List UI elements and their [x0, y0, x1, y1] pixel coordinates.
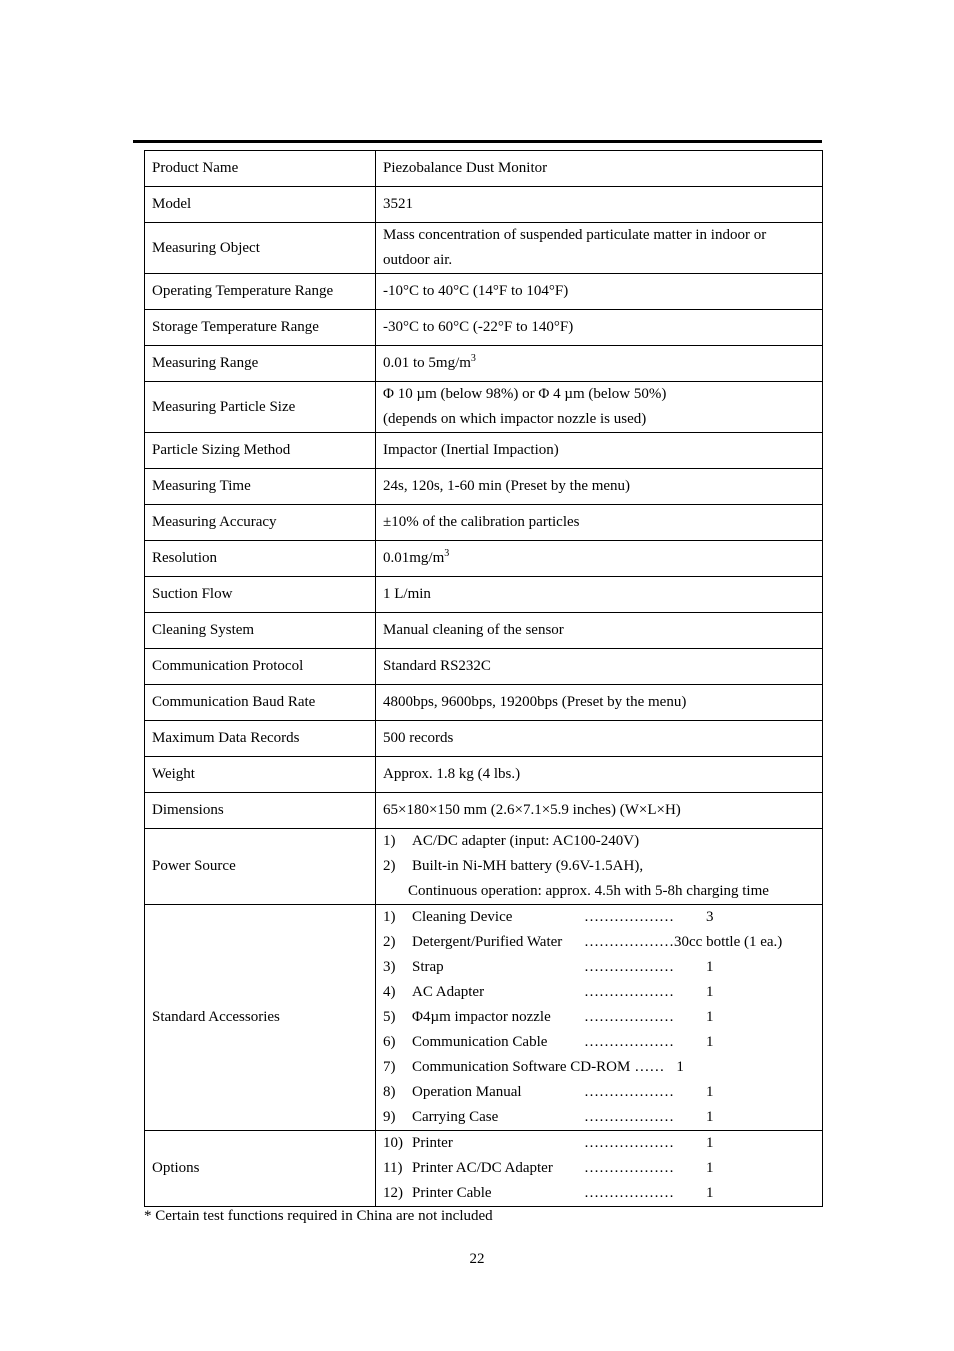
item-name: Detergent/Purified Water: [412, 934, 563, 950]
row-label: Power Source: [145, 829, 376, 905]
list-item: [383, 1080, 815, 1105]
item-number: 2): [383, 858, 396, 874]
row-value: [376, 905, 823, 1131]
item-number: 9): [383, 1109, 396, 1125]
leader-dots: ………………: [584, 1160, 674, 1176]
item-quantity: 1: [706, 1135, 714, 1151]
table-row: [145, 613, 823, 649]
item-number: 12): [383, 1185, 403, 1201]
item-quantity: 3: [706, 909, 714, 925]
table-row: [145, 274, 823, 310]
list-item: [383, 1030, 815, 1055]
table-row: [145, 310, 823, 346]
item-name: Printer AC/DC Adapter: [412, 1160, 553, 1176]
item-quantity: 1: [676, 1059, 684, 1075]
table-row: [145, 757, 823, 793]
table-row: [145, 721, 823, 757]
table-row-options: [145, 1131, 823, 1207]
leader-dots: ………………: [584, 909, 674, 925]
measuring-range-value: 0.01 to 5mg/m: [383, 355, 471, 371]
item-number: 1): [383, 909, 396, 925]
item-text: Built-in Ni-MH battery (9.6V-1.5AH),: [412, 858, 644, 874]
item-number: 4): [383, 984, 396, 1000]
row-value: Mass concentration of suspended particulate matter in indoor or outdoor air.: [376, 223, 823, 274]
item-name: Printer Cable: [412, 1185, 492, 1201]
table-row: [145, 346, 823, 382]
row-label: Cleaning System: [145, 613, 376, 649]
list-item: [383, 1055, 815, 1080]
table-row-power-source: [145, 829, 823, 905]
list-item: [383, 1156, 815, 1181]
item-name: Communication Cable: [412, 1034, 548, 1050]
list-item: [383, 905, 815, 930]
row-value: Standard RS232C: [376, 649, 823, 685]
power-item: [383, 829, 815, 854]
row-value: 4800bps, 9600bps, 19200bps (Preset by the menu): [376, 685, 823, 721]
row-value: 65×180×150 mm (2.6×7.1×5.9 inches) (W×L×H): [376, 793, 823, 829]
footnote: * Certain test functions required in China are not included: [144, 1208, 493, 1224]
leader-dots: ………………: [584, 1084, 674, 1100]
row-label: Measuring Time: [145, 469, 376, 505]
list-item: [383, 1131, 815, 1156]
item-number: 6): [383, 1034, 396, 1050]
row-label: Communication Protocol: [145, 649, 376, 685]
item-name: Operation Manual: [412, 1084, 522, 1100]
item-quantity: 1: [706, 959, 714, 975]
row-value: [376, 541, 823, 577]
resolution-value: 0.01mg/m: [383, 550, 445, 566]
power-continuation: Continuous operation: approx. 4.5h with 5-8h charging time: [408, 883, 769, 899]
row-label: Weight: [145, 757, 376, 793]
row-value: [376, 1131, 823, 1207]
leader-dots: ………………: [584, 934, 674, 950]
leader-dots: ………………: [584, 984, 674, 1000]
leader-dots: ……: [634, 1059, 665, 1075]
row-label: Operating Temperature Range: [145, 274, 376, 310]
item-number: 10): [383, 1135, 403, 1151]
item-name: AC Adapter: [412, 984, 485, 1000]
leader-dots: ………………: [584, 1009, 674, 1025]
table-row: [145, 793, 823, 829]
row-value: 1 L/min: [376, 577, 823, 613]
item-name: Cleaning Device: [412, 909, 513, 925]
item-number: 11): [383, 1160, 403, 1176]
row-label: Measuring Range: [145, 346, 376, 382]
leader-dots: ………………: [584, 1034, 674, 1050]
item-quantity: 1: [706, 1009, 714, 1025]
item-number: 2): [383, 934, 396, 950]
table-row: [145, 433, 823, 469]
list-item: [383, 980, 815, 1005]
list-item: [383, 1105, 815, 1130]
row-label: Suction Flow: [145, 577, 376, 613]
item-name: Carrying Case: [412, 1109, 499, 1125]
row-value: ±10% of the calibration particles: [376, 505, 823, 541]
table-row-standard-accessories: [145, 905, 823, 1131]
item-quantity: 1: [706, 984, 714, 1000]
row-value: [376, 346, 823, 382]
leader-dots: ………………: [584, 1135, 674, 1151]
particle-size-line-2: (depends on which impactor nozzle is used): [383, 411, 647, 427]
row-value: -30°C to 60°C (-22°F to 140°F): [376, 310, 823, 346]
item-number: 1): [383, 833, 396, 849]
row-label: Dimensions: [145, 793, 376, 829]
item-number: 7): [383, 1059, 396, 1075]
list-item: [383, 1181, 815, 1206]
row-label: Measuring Accuracy: [145, 505, 376, 541]
page-number: 22: [469, 1251, 485, 1267]
row-label: Measuring Particle Size: [145, 382, 376, 433]
row-value: 500 records: [376, 721, 823, 757]
row-value: Manual cleaning of the sensor: [376, 613, 823, 649]
table-row: [145, 187, 823, 223]
row-value: 3521: [376, 187, 823, 223]
item-number: 8): [383, 1084, 396, 1100]
table-row: [145, 577, 823, 613]
leader-dots: ………………: [584, 959, 674, 975]
row-label: Options: [145, 1131, 376, 1207]
row-label: Measuring Object: [145, 223, 376, 274]
row-label: Storage Temperature Range: [145, 310, 376, 346]
item-name: Communication Software CD-ROM: [412, 1059, 631, 1075]
top-rule: [133, 140, 822, 143]
row-label: Model: [145, 187, 376, 223]
row-value: Piezobalance Dust Monitor: [376, 151, 823, 187]
item-name: Printer: [412, 1135, 453, 1151]
row-value: -10°C to 40°C (14°F to 104°F): [376, 274, 823, 310]
row-value: Impactor (Inertial Impaction): [376, 433, 823, 469]
table-row: [145, 151, 823, 187]
row-label: Maximum Data Records: [145, 721, 376, 757]
item-quantity: 1: [706, 1160, 714, 1176]
row-value: [376, 829, 823, 905]
row-value: 24s, 120s, 1-60 min (Preset by the menu): [376, 469, 823, 505]
table-row: [145, 469, 823, 505]
item-name: Φ4µm impactor nozzle: [412, 1009, 551, 1025]
leader-dots: ………………: [584, 1185, 674, 1201]
superscript: 3: [470, 353, 476, 364]
power-item: [383, 854, 815, 879]
list-item: [383, 955, 815, 980]
spec-table: [144, 150, 823, 1207]
item-quantity: 1: [706, 1109, 714, 1125]
list-item: [383, 930, 815, 955]
particle-size-line-1: Φ 10 µm (below 98%) or Φ 4 µm (below 50%): [383, 386, 667, 402]
table-row: [145, 505, 823, 541]
row-label: Particle Sizing Method: [145, 433, 376, 469]
list-item: [383, 1005, 815, 1030]
item-number: 3): [383, 959, 396, 975]
superscript: 3: [444, 548, 450, 559]
leader-dots: ………………: [584, 1109, 674, 1125]
item-text: AC/DC adapter (input: AC100-240V): [412, 833, 640, 849]
item-quantity: 30cc bottle (1 ea.): [674, 934, 783, 950]
item-quantity: 1: [706, 1034, 714, 1050]
row-label: Standard Accessories: [145, 905, 376, 1131]
row-label: Product Name: [145, 151, 376, 187]
table-row: [145, 649, 823, 685]
item-quantity: 1: [706, 1084, 714, 1100]
row-label: Resolution: [145, 541, 376, 577]
item-quantity: 1: [706, 1185, 714, 1201]
row-label: Communication Baud Rate: [145, 685, 376, 721]
table-row: [145, 685, 823, 721]
row-value: [376, 382, 823, 433]
row-value: Approx. 1.8 kg (4 lbs.): [376, 757, 823, 793]
table-row: [145, 382, 823, 433]
item-number: 5): [383, 1009, 396, 1025]
item-name: Strap: [412, 959, 444, 975]
table-row: [145, 223, 823, 274]
table-row: [145, 541, 823, 577]
